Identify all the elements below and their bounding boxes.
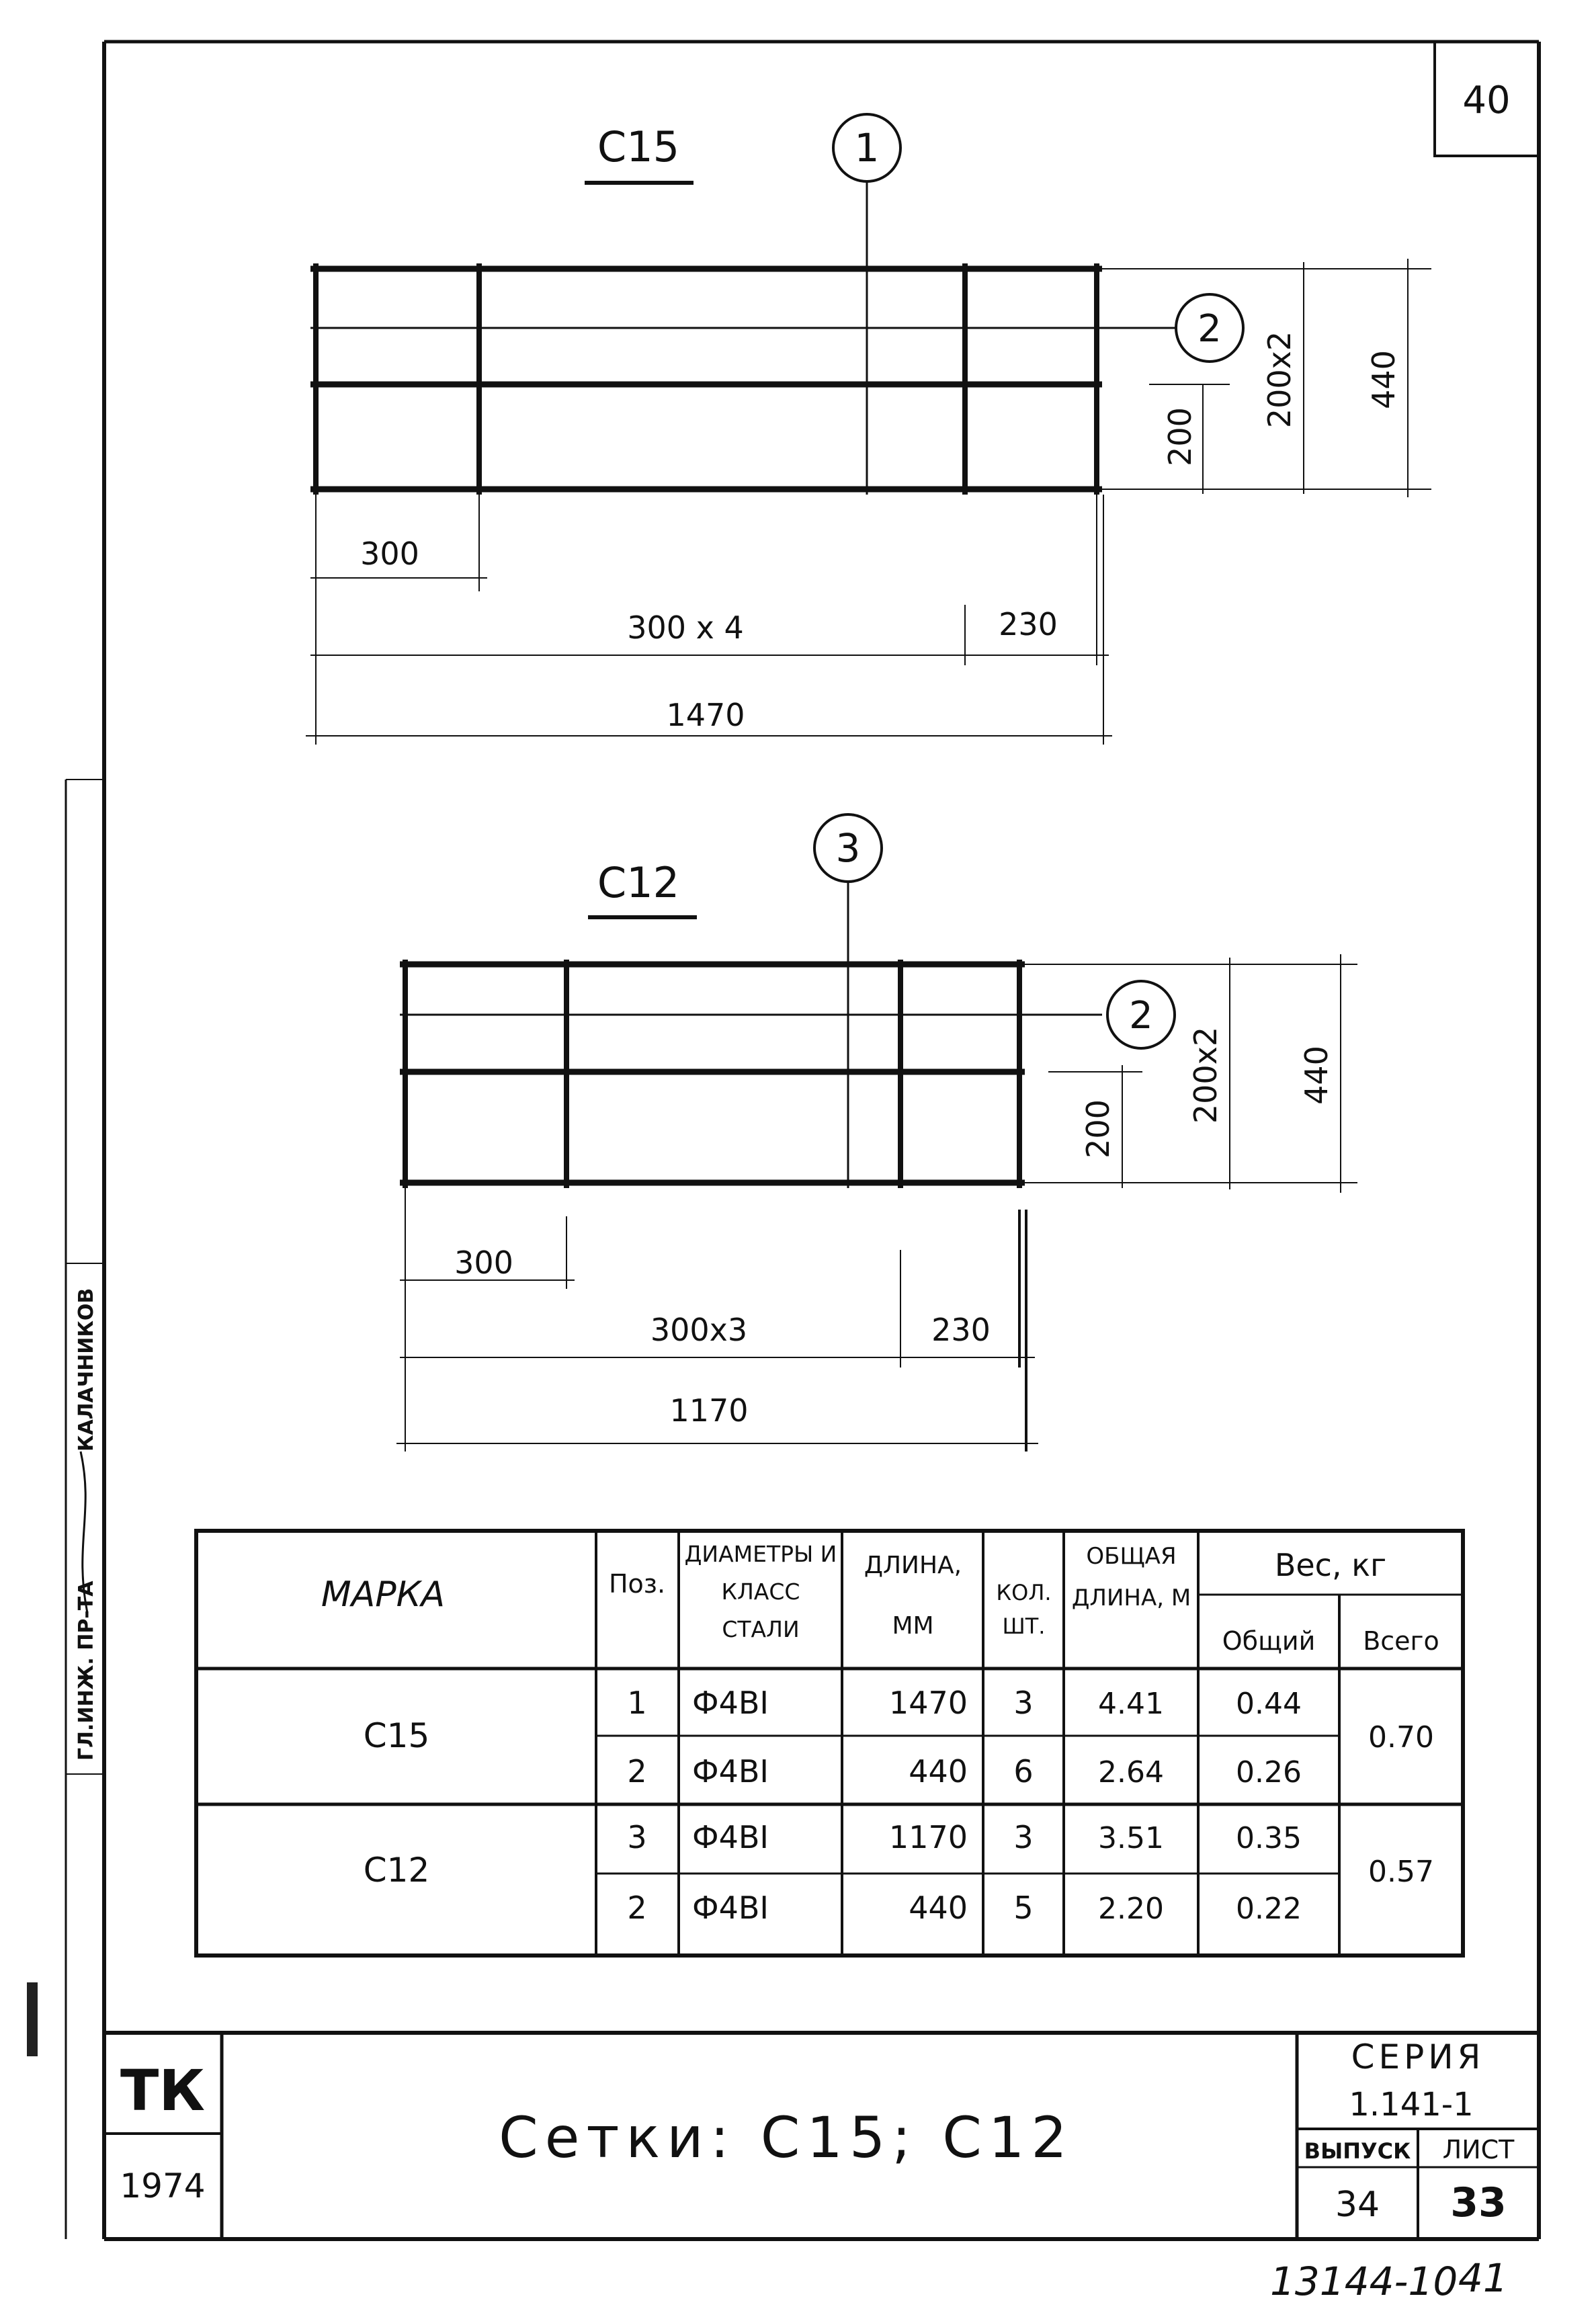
bottom-stamp-page: 41	[1458, 2255, 1508, 2301]
cell-obsh: 3.51	[1098, 1821, 1164, 1855]
c12-title: С12	[597, 858, 680, 907]
table-row	[627, 1890, 1302, 1926]
cell-obsh: 4.41	[1098, 1687, 1164, 1721]
cell-obsh: 2.64	[1098, 1755, 1164, 1790]
cell-diam: Ф4ВI	[692, 1890, 769, 1926]
cell-kol: 5	[1013, 1890, 1034, 1926]
cell-marka: С15	[363, 1716, 430, 1755]
table-row	[627, 1753, 1302, 1790]
c15-dim-200: 200	[1162, 407, 1198, 466]
th-ves: Вес, кг	[1274, 1547, 1387, 1583]
cell-poz: 2	[627, 1890, 647, 1926]
c15-dim-200x2: 200х2	[1261, 331, 1298, 429]
c15-dim-440: 440	[1366, 350, 1402, 409]
tb-issue-label: ВЫПУСК	[1304, 2138, 1411, 2164]
cell-kol: 3	[1013, 1685, 1034, 1721]
side-stamp-role: ГЛ.ИНЖ. ПР-ТА	[75, 1581, 98, 1761]
cell-ves: 0.35	[1236, 1821, 1302, 1855]
page-number: 40	[1462, 79, 1511, 122]
c12-dim-200x2: 200х2	[1187, 1026, 1224, 1124]
c12-dim-230: 230	[931, 1312, 991, 1348]
cell-diam: Ф4ВI	[692, 1753, 769, 1790]
th-ves-obsh: Общий	[1222, 1626, 1316, 1656]
cell-ves: 0.22	[1236, 1892, 1302, 1926]
cell-kol: 6	[1013, 1753, 1034, 1790]
th-obsh-dlina: ОБЩАЯ ДЛИНА, М	[1071, 1543, 1191, 1611]
title-block	[104, 2033, 1539, 2239]
tb-series-label: СЕРИЯ	[1351, 2037, 1485, 2076]
bottom-stamp: 13144-10	[1270, 2259, 1458, 2304]
spec-table	[196, 1531, 1463, 1955]
th-dlina: ДЛИНА, ММ	[864, 1552, 962, 1640]
th-poz: Поз.	[608, 1569, 666, 1599]
c12-dim-300: 300	[454, 1245, 513, 1281]
tb-issue-value: 34	[1335, 2185, 1380, 2225]
cell-dlina: 1470	[888, 1685, 968, 1721]
tb-title: Сетки: С15; С12	[499, 2105, 1074, 2171]
cell-ves: 0.26	[1236, 1755, 1302, 1790]
c12-callout-3: 3	[835, 825, 861, 871]
cell-marka: С12	[363, 1851, 430, 1890]
tb-sheet-label: ЛИСТ	[1442, 2135, 1515, 2164]
c15-callout-2: 2	[1198, 307, 1222, 351]
th-diam: ДИАМЕТРЫ И КЛАСС СТАЛИ	[684, 1541, 837, 1642]
c12-dim-440: 440	[1298, 1046, 1335, 1105]
c15-dim-1470: 1470	[666, 697, 745, 733]
cell-kol: 3	[1013, 1819, 1034, 1855]
c15-dim-230: 230	[999, 606, 1058, 642]
c15-callout-1: 1	[854, 125, 880, 171]
table-row	[627, 1819, 1302, 1855]
cell-ves: 0.44	[1236, 1687, 1302, 1721]
cell-diam: Ф4ВI	[692, 1819, 769, 1855]
table-row	[627, 1685, 1302, 1721]
cell-total: 0.57	[1368, 1855, 1434, 1889]
cell-poz: 2	[627, 1753, 647, 1790]
cell-obsh: 2.20	[1098, 1892, 1164, 1926]
tb-sheet-value: 33	[1450, 2179, 1507, 2226]
side-stamp-name: КАЛАЧНИКОВ	[75, 1288, 98, 1452]
c12-dim-300x3: 300х3	[650, 1312, 748, 1348]
c15-dim-300x4: 300 х 4	[627, 609, 744, 646]
drawing-c12	[396, 814, 1357, 1452]
tb-series-value: 1.141-1	[1349, 2086, 1474, 2123]
th-marka: МАРКА	[321, 1574, 446, 1615]
c12-dim-200: 200	[1080, 1099, 1116, 1159]
c12-callout-2: 2	[1129, 994, 1153, 1038]
sheet-frame	[66, 42, 1539, 2239]
tb-year: 1974	[120, 2167, 206, 2205]
cell-dlina: 440	[909, 1890, 968, 1926]
th-kol: КОЛ. ШТ.	[996, 1580, 1052, 1639]
c15-title: С15	[597, 122, 680, 171]
c12-dim-1170: 1170	[669, 1392, 749, 1429]
cell-total: 0.70	[1368, 1720, 1434, 1755]
cell-diam: Ф4ВI	[692, 1685, 769, 1721]
tb-org: ТК	[120, 2058, 205, 2123]
page-number-box	[1435, 42, 1539, 156]
th-ves-vsego: Всего	[1363, 1626, 1439, 1656]
cell-poz: 1	[627, 1685, 647, 1721]
cell-poz: 3	[627, 1819, 647, 1855]
drawing-c15	[306, 114, 1431, 745]
cell-dlina: 1170	[888, 1819, 968, 1855]
c15-dim-300: 300	[360, 536, 419, 572]
cell-dlina: 440	[909, 1753, 968, 1790]
